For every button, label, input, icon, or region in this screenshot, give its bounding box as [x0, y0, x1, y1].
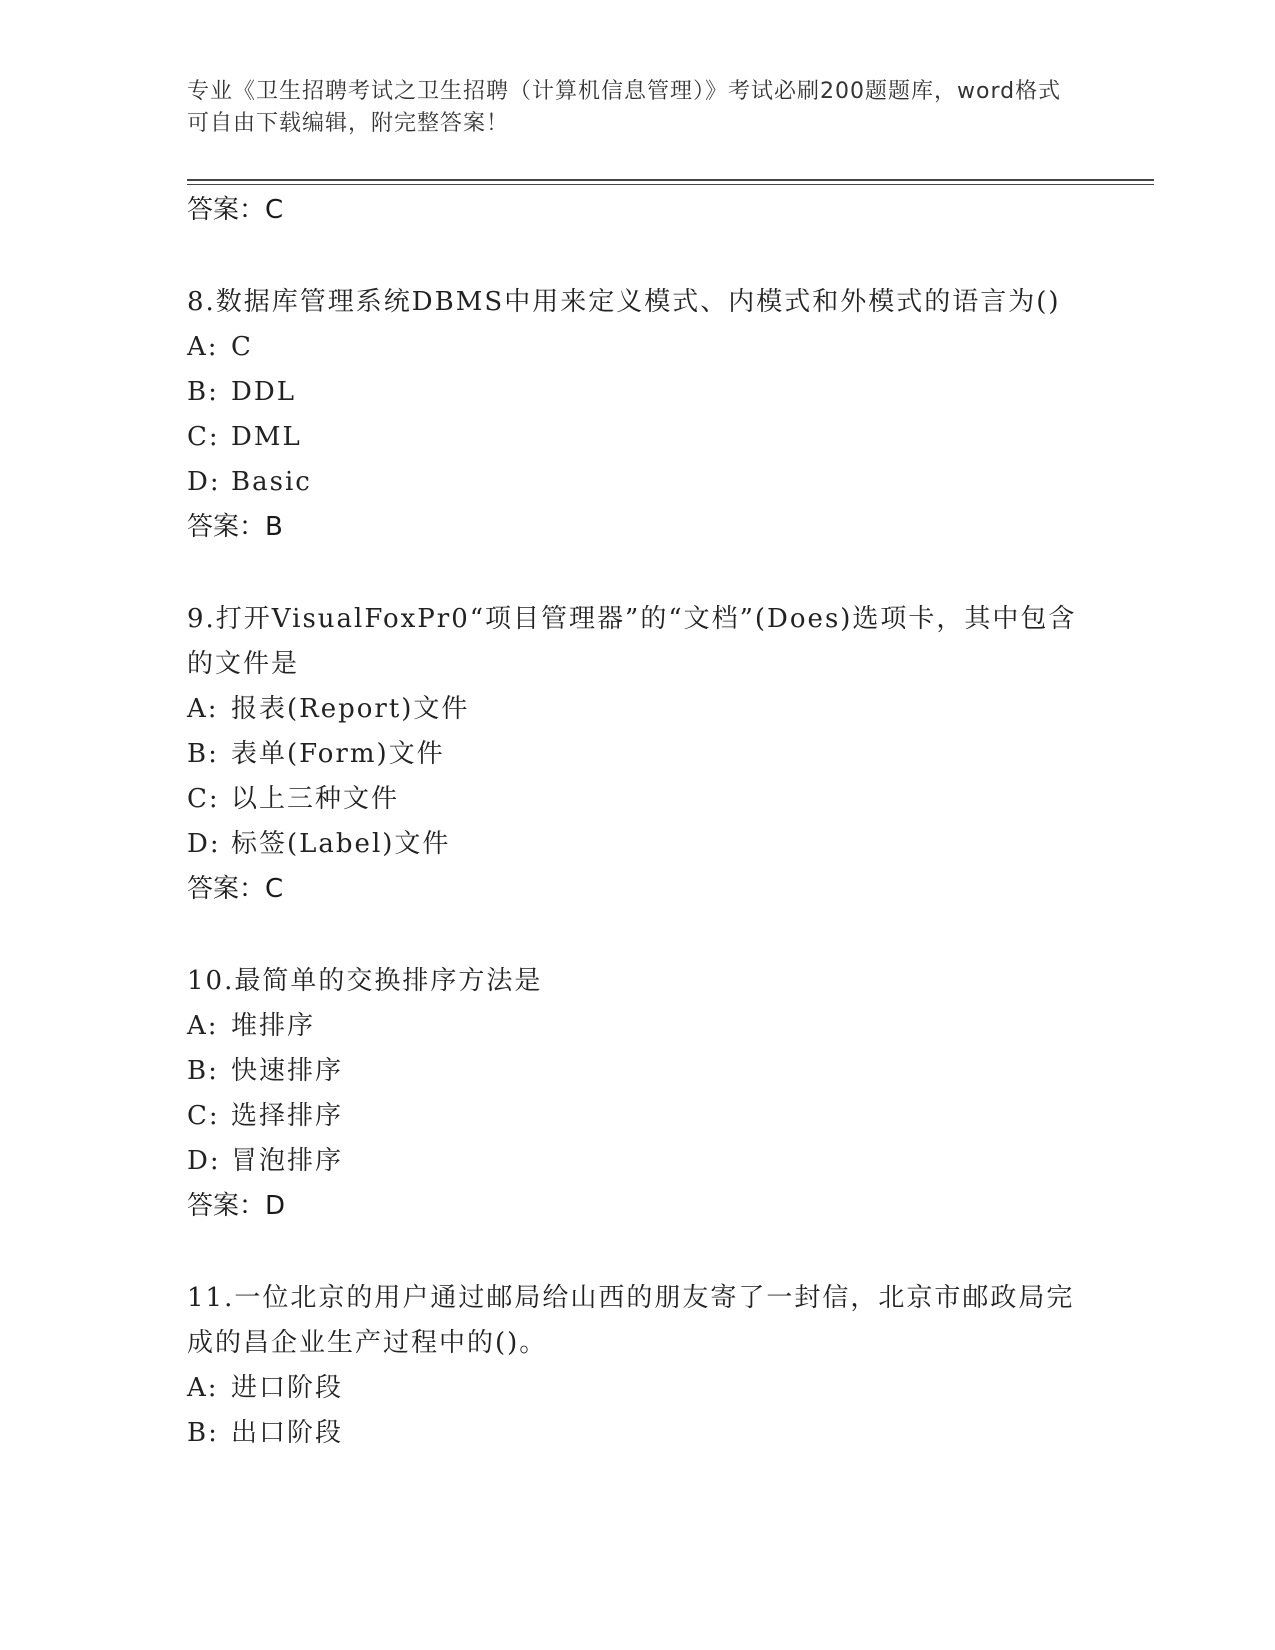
option-text: 表单(Form)文件 — [231, 739, 445, 769]
option-text: 标签(Label)文件 — [231, 829, 451, 859]
option-key: D: — [187, 829, 221, 859]
option-key: C: — [187, 422, 220, 452]
option-key: B: — [187, 739, 219, 769]
option-b — [187, 370, 1087, 415]
option-text: DML — [231, 422, 302, 452]
option-text: 冒泡排序 — [231, 1146, 344, 1176]
question-11 — [187, 1276, 1087, 1456]
option-c — [187, 1094, 1087, 1139]
option-text: Basic — [231, 467, 312, 497]
answer: 答案：B — [187, 512, 283, 542]
option-c — [187, 415, 1087, 460]
option-text: DDL — [231, 377, 296, 407]
option-text: 选择排序 — [231, 1101, 344, 1131]
option-d — [187, 822, 1087, 867]
option-a — [187, 1004, 1087, 1049]
option-key: B: — [187, 1418, 219, 1448]
question-text: 9.打开VisualFoxPr0“项目管理器”的“文档”(Does)选项卡，其中包含的文件是 — [187, 604, 1077, 679]
option-text: 以上三种文件 — [231, 784, 400, 814]
question-8 — [187, 280, 1087, 550]
option-key: A: — [187, 332, 219, 362]
answer: 答案：C — [187, 874, 284, 904]
question-10 — [187, 959, 1087, 1229]
option-a — [187, 325, 1087, 370]
option-a — [187, 687, 1087, 732]
question-text: 11.一位北京的用户通过邮局给山西的朋友寄了一封信，北京市邮政局完成的昌企业生产过程中的()。 — [187, 1283, 1075, 1358]
option-key: B: — [187, 1056, 219, 1086]
option-key: D: — [187, 467, 221, 497]
option-text: 快速排序 — [231, 1056, 344, 1086]
header-divider — [187, 179, 1154, 185]
option-key: A: — [187, 694, 219, 724]
option-b — [187, 1411, 1087, 1456]
answer: 答案：D — [187, 1191, 286, 1221]
option-key: A: — [187, 1373, 219, 1403]
option-d — [187, 460, 1087, 505]
question-text: 10.最简单的交换排序方法是 — [187, 966, 543, 996]
option-a — [187, 1366, 1087, 1411]
option-key: C: — [187, 1101, 220, 1131]
document-body — [187, 188, 1087, 1503]
option-text: C — [231, 332, 253, 362]
option-c — [187, 777, 1087, 822]
option-text: 出口阶段 — [231, 1418, 344, 1448]
option-key: B: — [187, 377, 219, 407]
option-d — [187, 1139, 1087, 1184]
question-9 — [187, 597, 1087, 912]
option-text: 进口阶段 — [231, 1373, 344, 1403]
option-b — [187, 1049, 1087, 1094]
option-text: 报表(Report)文件 — [231, 694, 470, 724]
option-b — [187, 732, 1087, 777]
option-key: D: — [187, 1146, 221, 1176]
page-header: 专业《卫生招聘考试之卫生招聘（计算机信息管理）》考试必刷200题题库，word格式可自由下载编辑，附完整答案！ — [187, 79, 1062, 136]
previous-question-answer: 答案：C — [187, 195, 284, 225]
option-key: A: — [187, 1011, 219, 1041]
question-text: 8.数据库管理系统DBMS中用来定义模式、内模式和外模式的语言为() — [187, 287, 1061, 317]
option-text: 堆排序 — [231, 1011, 316, 1041]
option-key: C: — [187, 784, 220, 814]
